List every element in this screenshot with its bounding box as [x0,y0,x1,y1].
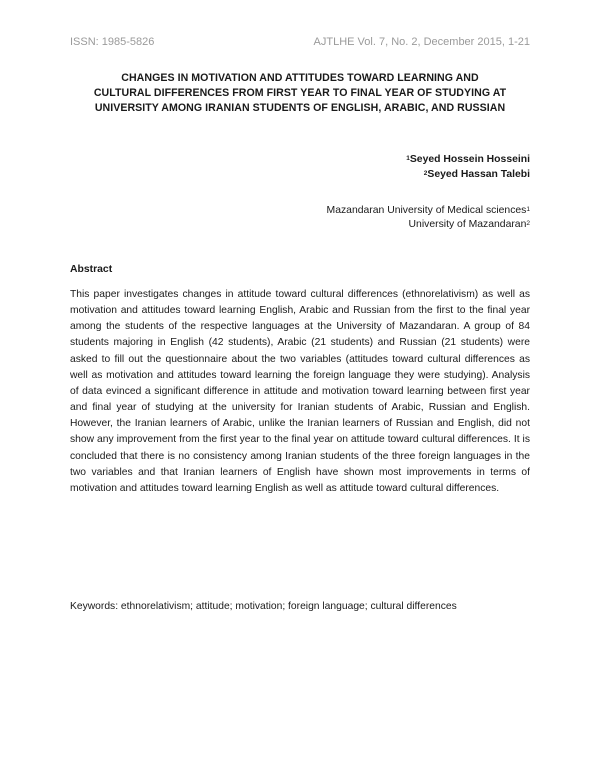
title-line: UNIVERSITY AMONG IRANIAN STUDENTS OF ENGLISH, ARABIC, AND RUSSIAN [94,102,506,114]
author-name: Seyed Hossein Hosseini [409,154,530,165]
paper-title [70,71,530,116]
author [406,152,530,167]
affiliation [327,204,530,218]
title-line: CHANGES IN MOTIVATION AND ATTITUDES TOWARD LEARNING AND [121,72,479,84]
author-sup: 1 [406,155,410,162]
keywords: Keywords: ethnorelativism; attitude; motivation; foreign language; cultural differences [70,601,457,612]
affiliation-sup: 2 [526,220,530,227]
abstract-heading: Abstract [70,264,113,275]
affiliation-sup: 1 [526,206,530,213]
journal-header: AJTLHE Vol. 7, No. 2, December 2015, 1-21 [313,36,530,48]
author-list [406,152,530,182]
issn-header: ISSN: 1985-5826 [70,36,155,48]
affiliation-list [327,204,530,232]
author-sup: 2 [423,170,428,177]
affiliation-name: Mazandaran University of Medical sciences [326,205,527,216]
affiliation [327,218,530,232]
author-name: Seyed Hassan Talebi [427,169,530,180]
abstract-text: This paper investigates changes in attitude toward cultural differences (ethnorelativism) as well as motivation and attitudes toward learning English, Arabic and Russian from the first to the final year among the students of the respective languages at the University of Mazandaran. A group of 84 students majoring in English (42 students), Arabic (21 students) and Russian (21 students) were asked to fill out the questionnaire about the two variables (attitudes toward cultural differences as well as motivation and attitudes toward learning the foreign language they were studying). Analysis of data evinced a significant difference in attitude and motivation toward learning between first year and final year of studying at the university for Iranian students of Arabic, Russian and English. However, the Iranian learners of Arabic, unlike the Iranian learners of Russian and English, did not show any improvement from the first year to the final year on attitude toward cultural differences. It is concluded that there is no consistency among Iranian students of the three foreign languages in the two variables and that Iranian learners of English have shown most improvements in terms of motivation and attitudes toward learning English as well as attitude toward cultural differences. [70,289,530,494]
title-line: CULTURAL DIFFERENCES FROM FIRST YEAR TO FINAL YEAR OF STUDYING AT [93,87,507,99]
affiliation-name: University of Mazandaran [408,219,527,230]
author [406,167,530,182]
